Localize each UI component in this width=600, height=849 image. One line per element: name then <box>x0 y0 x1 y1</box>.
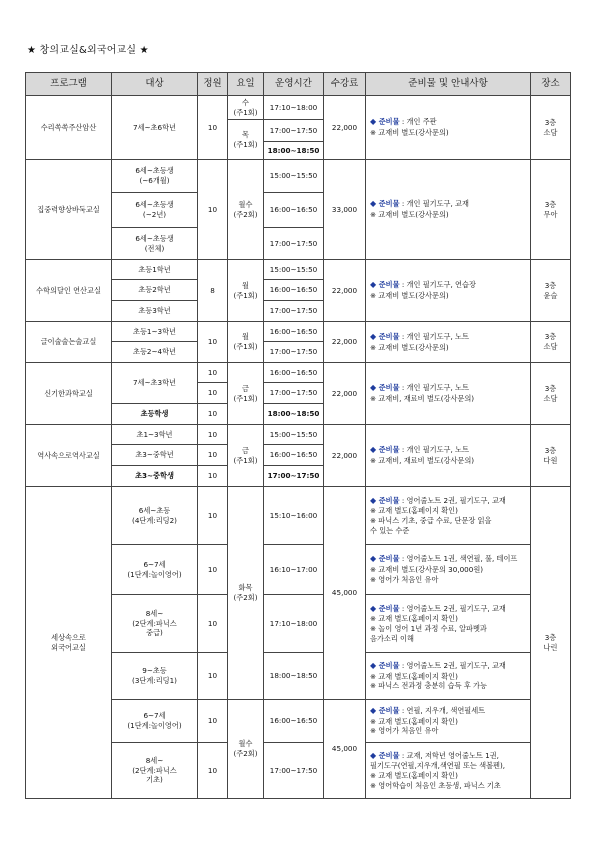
time: 15:00~15:50 <box>264 260 324 280</box>
target: 초3~중학생 <box>112 466 198 487</box>
notes-extra: ※ 교재비, 재료비 별도(강사문의) <box>370 456 475 466</box>
notes <box>366 700 531 743</box>
prep-label: 준비물 <box>378 199 400 209</box>
diamond-icon: ◆ <box>370 554 379 564</box>
program-name: 신기한과학교실 <box>26 363 112 425</box>
capacity: 10 <box>198 445 228 466</box>
capacity: 10 <box>198 383 228 404</box>
prep-label: 준비물 <box>378 603 400 613</box>
table-row <box>26 363 571 383</box>
program-name: 수학의달인 연산교실 <box>26 260 112 322</box>
place: 3층 다원 <box>531 425 571 487</box>
notes <box>366 545 531 595</box>
prep-label: 준비물 <box>378 495 400 505</box>
notes-items: : 개인 필기도구, 노트 <box>399 383 469 393</box>
time: 16:00~16:50 <box>264 193 324 228</box>
time: 17:00~17:50 <box>264 342 324 363</box>
time: 18:00~18:50 <box>264 653 324 700</box>
target: 초1~3학년 <box>112 425 198 445</box>
notes <box>366 595 531 653</box>
time: 16:00~16:50 <box>264 363 324 383</box>
fee: 45,000 <box>324 700 366 799</box>
notes-extra: ※ 교재비, 재료비 별도(강사문의) <box>370 394 475 404</box>
day: 월 (주1회) <box>228 322 264 363</box>
diamond-icon: ◆ <box>370 331 379 341</box>
notes-items: : 개인 필기도구, 노트 <box>399 445 469 455</box>
target: 초등3학년 <box>112 301 198 322</box>
notes <box>366 743 531 799</box>
notes-extra: ※ 교재비 별도(강사문의 30,000원) ※ 영어가 처음인 유아 <box>370 565 484 584</box>
diamond-icon: ◆ <box>370 199 379 209</box>
time: 17:10~18:00 <box>264 96 324 120</box>
notes <box>366 653 531 700</box>
day: 월수 (주2회) <box>228 160 264 260</box>
place: 3층 소담 <box>531 322 571 363</box>
diamond-icon: ◆ <box>370 705 379 715</box>
notes <box>366 160 531 260</box>
notes-items: : 연필, 지우개, 색연필세트 <box>399 705 486 715</box>
notes-items: : 개인 주판 <box>399 117 437 127</box>
time: 16:10~17:00 <box>264 545 324 595</box>
target: 6세~초등 (4단계:리딩2) <box>112 487 198 545</box>
place: 3층 소담 <box>531 96 571 160</box>
target: 7세~초6학년 <box>112 96 198 160</box>
prep-label: 준비물 <box>378 280 400 290</box>
target: 7세~초3학년 <box>112 363 198 404</box>
target: 6세~초등생 (~2년) <box>112 193 198 228</box>
time: 17:00~17:50 <box>264 228 324 260</box>
fee: 22,000 <box>324 322 366 363</box>
diamond-icon: ◆ <box>370 280 379 290</box>
notes-extra: ※ 교재 별도(홈페이지 확인) ※ 영어학습이 처음인 초등생, 파닉스 기초 <box>370 771 501 790</box>
notes-items: : 영어줄노트 2권, 필기도구, 교재 <box>399 495 506 505</box>
notes <box>366 96 531 160</box>
capacity: 10 <box>198 487 228 545</box>
capacity: 8 <box>198 260 228 322</box>
day: 수 (주1회) <box>228 96 264 120</box>
target: 9~초등 (3단계:리딩1) <box>112 653 198 700</box>
prep-label: 준비물 <box>378 705 400 715</box>
diamond-icon: ◆ <box>370 750 379 760</box>
place: 3층 윤슬 <box>531 260 571 322</box>
prep-label: 준비물 <box>378 117 400 127</box>
capacity: 10 <box>198 425 228 445</box>
col-program: 프로그램 <box>26 73 112 96</box>
time: 16:00~16:50 <box>264 445 324 466</box>
prep-label: 준비물 <box>378 750 400 760</box>
place: 3층 소담 <box>531 363 571 425</box>
day: 목 (주1회) <box>228 120 264 160</box>
capacity: 10 <box>198 160 228 260</box>
col-target: 대상 <box>112 73 198 96</box>
program-name: 역사속으로역사교실 <box>26 425 112 487</box>
notes-items: : 개인 필기도구, 교재 <box>399 199 469 209</box>
col-capacity: 정원 <box>198 73 228 96</box>
day: 월 (주1회) <box>228 260 264 322</box>
day: 금 (주1회) <box>228 425 264 487</box>
program-name: 글이술술논술교실 <box>26 322 112 363</box>
prep-label: 준비물 <box>378 554 400 564</box>
notes <box>366 425 531 487</box>
notes-items: : 영어줄노트 2권, 필기도구, 교재 <box>399 603 506 613</box>
table-row <box>26 260 571 280</box>
table-row <box>26 160 571 193</box>
capacity: 10 <box>198 322 228 363</box>
time: 18:00~18:50 <box>264 142 324 160</box>
notes-extra: ※ 교재비 별도(강사문의) <box>370 342 449 352</box>
notes-extra: ※ 교재비 별도(강사문의) <box>370 210 449 220</box>
notes <box>366 363 531 425</box>
col-notes: 준비물 및 안내사항 <box>366 73 531 96</box>
target: 초등학생 <box>112 404 198 425</box>
capacity: 10 <box>198 545 228 595</box>
diamond-icon: ◆ <box>370 660 379 670</box>
fee: 22,000 <box>324 96 366 160</box>
time: 16:00~16:50 <box>264 322 324 342</box>
notes <box>366 487 531 545</box>
program-name: 집중력향상바둑교실 <box>26 160 112 260</box>
time: 16:00~16:50 <box>264 700 324 743</box>
time: 18:00~18:50 <box>264 404 324 425</box>
target: 8세~ (2단계:파닉스 중급) <box>112 595 198 653</box>
time: 17:00~17:50 <box>264 301 324 322</box>
capacity: 10 <box>198 700 228 743</box>
col-fee: 수강료 <box>324 73 366 96</box>
target: 6세~초등생 (전체) <box>112 228 198 260</box>
time: 15:00~15:50 <box>264 425 324 445</box>
notes-items: : 개인 필기도구, 연습장 <box>399 280 476 290</box>
diamond-icon: ◆ <box>370 445 379 455</box>
place: 3층 무아 <box>531 160 571 260</box>
capacity: 10 <box>198 96 228 160</box>
day: 화목 (주2회) <box>228 487 264 700</box>
prep-label: 준비물 <box>378 331 400 341</box>
day: 금 (주1회) <box>228 363 264 425</box>
time: 17:00~17:50 <box>264 743 324 799</box>
time: 15:10~16:00 <box>264 487 324 545</box>
notes <box>366 260 531 322</box>
time: 17:10~18:00 <box>264 595 324 653</box>
diamond-icon: ◆ <box>370 603 379 613</box>
notes-items: : 영어줄노트 2권, 필기도구, 교재 <box>399 660 506 670</box>
capacity: 10 <box>198 595 228 653</box>
time: 15:00~15:50 <box>264 160 324 193</box>
target: 초등2~4학년 <box>112 342 198 363</box>
prep-label: 준비물 <box>378 445 400 455</box>
capacity: 10 <box>198 743 228 799</box>
notes <box>366 322 531 363</box>
target: 초등2학년 <box>112 280 198 301</box>
capacity: 10 <box>198 466 228 487</box>
notes-extra: ※ 교재비 별도(강사문의) <box>370 291 449 301</box>
notes-extra: ※ 교재 별도(홈페이지 확인) ※ 영어가 처음인 유아 <box>370 716 458 736</box>
target: 초3~중학년 <box>112 445 198 466</box>
program-name: 세상속으로 외국어교실 <box>26 487 112 799</box>
col-time: 운영시간 <box>264 73 324 96</box>
notes-extra: ※ 교재 별도(홈페이지 확인) ※ 파닉스 기초, 중급 수료, 단문장 읽을 수 있는 수준 <box>370 506 492 535</box>
target: 초등1학년 <box>112 260 198 280</box>
time: 16:00~16:50 <box>264 280 324 301</box>
target: 6세~초등생 (~6개월) <box>112 160 198 193</box>
table-row <box>26 96 571 120</box>
time: 17:00~17:50 <box>264 120 324 142</box>
diamond-icon: ◆ <box>370 495 379 505</box>
prep-label: 준비물 <box>378 660 400 670</box>
place: 3층 나린 <box>531 487 571 799</box>
capacity: 10 <box>198 404 228 425</box>
fee: 22,000 <box>324 260 366 322</box>
time: 17:00~17:50 <box>264 466 324 487</box>
notes-items: : 교재, 저학년 영어줄노트 1권, 필기도구(연필,지우개,색연필 또는 색볼펜), <box>370 750 506 771</box>
time: 17:00~17:50 <box>264 383 324 404</box>
capacity: 10 <box>198 363 228 383</box>
fee: 22,000 <box>324 363 366 425</box>
target: 6~7세 (1단계:놀이영어) <box>112 700 198 743</box>
fee: 33,000 <box>324 160 366 260</box>
notes-extra: ※ 교재 별도(홈페이지 확인) ※ 놀이 영어 1년 과정 수료, 알파벳과 음가소리 이해 <box>370 614 487 643</box>
header-row <box>26 73 571 96</box>
table-row <box>26 322 571 342</box>
day: 월수 (주2회) <box>228 700 264 799</box>
target: 8세~ (2단계:파닉스 기초) <box>112 743 198 799</box>
col-day: 요일 <box>228 73 264 96</box>
notes-extra: ※ 교재 별도(홈페이지 확인) ※ 파닉스 전과정 충분히 습득 후 가능 <box>370 671 487 691</box>
target: 초등1~3학년 <box>112 322 198 342</box>
program-name: 수리쏙쏙주산암산 <box>26 96 112 160</box>
diamond-icon: ◆ <box>370 383 379 393</box>
table-row <box>26 425 571 445</box>
notes-items: : 개인 필기도구, 노트 <box>399 331 469 341</box>
page-title: ★ 창의교실&외국어교실 ★ <box>27 45 149 56</box>
notes-items: : 영어줄노트 1권, 색연필, 풀, 테이프 <box>399 554 518 564</box>
prep-label: 준비물 <box>378 383 400 393</box>
schedule-table <box>25 72 571 799</box>
capacity: 10 <box>198 653 228 700</box>
target: 6~7세 (1단계:놀이영어) <box>112 545 198 595</box>
fee: 45,000 <box>324 487 366 700</box>
diamond-icon: ◆ <box>370 117 379 127</box>
notes-extra: ※ 교재비 별도(강사문의) <box>370 128 449 138</box>
fee: 22,000 <box>324 425 366 487</box>
col-place: 장소 <box>531 73 571 96</box>
table-row <box>26 487 571 545</box>
